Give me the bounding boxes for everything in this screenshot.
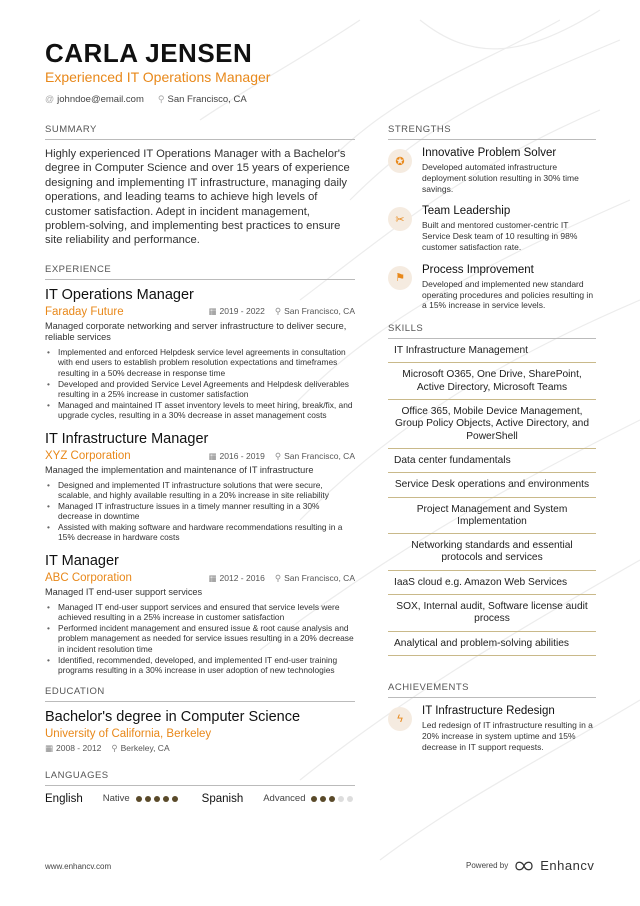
email-contact[interactable] <box>45 94 144 105</box>
footer-branding <box>466 858 594 873</box>
skill-tag: Office 365, Mobile Device Management, Group Policy Objects, Active Directory, and PowerShell <box>388 402 596 449</box>
location-pin-icon: ⚲ <box>274 306 282 317</box>
job-dates-location <box>208 573 355 584</box>
job-meta <box>45 572 355 584</box>
job-title: IT Manager <box>45 553 119 570</box>
enhancv-logo-icon <box>514 860 534 872</box>
calendar-icon: ▦ <box>208 306 217 317</box>
rating-dot <box>136 796 142 802</box>
location-pin-icon: ⚲ <box>111 742 118 753</box>
skill-tag: Service Desk operations and environments <box>388 475 596 497</box>
skill-tag: IT Infrastructure Management <box>388 341 596 363</box>
job-location-text: San Francisco, CA <box>284 450 355 461</box>
language-name: English <box>45 792 83 805</box>
bullet-item: • Identified, recommended, developed, and implemented IT end-user training programs resulting in a 30% increase in user adoption of new technologies <box>45 655 355 676</box>
powered-by-text: Powered by <box>466 861 509 870</box>
strength-item <box>388 147 596 194</box>
job-location-text: San Francisco, CA <box>284 572 355 583</box>
award-icon: ✪ <box>388 149 412 173</box>
strength-title: Innovative Problem Solver <box>422 147 557 159</box>
summary-heading: SUMMARY <box>45 124 355 140</box>
flag-icon: ⚑ <box>388 266 412 290</box>
job-location <box>275 573 355 584</box>
skill-tag: SOX, Internal audit, Software license audit process <box>388 597 596 632</box>
language-level: Native <box>102 793 130 805</box>
achievement-title: IT Infrastructure Redesign <box>422 704 555 717</box>
rating-dot <box>338 796 344 802</box>
skill-tag: Microsoft O365, One Drive, SharePoint, Active Directory, Microsoft Teams <box>388 365 596 400</box>
education-dates-text: 2008 - 2012 <box>56 742 102 753</box>
skill-tag: Data center fundamentals <box>388 451 596 473</box>
candidate-name: CARLA JENSEN <box>45 38 253 68</box>
achievement-body <box>422 705 596 752</box>
company-name: Faraday Future <box>45 305 124 318</box>
experience-heading: EXPERIENCE <box>45 264 355 280</box>
left-column <box>45 124 355 805</box>
education-meta <box>45 743 355 754</box>
rating-dot <box>145 796 151 802</box>
bullet-item: • Managed and maintained IT asset inventory levels to meet hiring, break/fix, and upgrade cycles, resulting in a 30% decrease in asset management costs <box>45 400 355 421</box>
education-location <box>111 743 169 754</box>
candidate-headline: Experienced IT Operations Manager <box>45 69 271 85</box>
strength-body <box>422 147 596 194</box>
education-school: University of California, Berkeley <box>45 727 212 740</box>
tools-icon: ✂ <box>388 207 412 231</box>
location-pin-icon: ⚲ <box>274 450 282 461</box>
location-pin-icon: ⚲ <box>157 94 165 104</box>
strength-description: Built and mentored customer-centric IT Service Desk team of 10 resulting in 98% customer satisfaction rate. <box>422 220 578 252</box>
job-dates-location <box>208 306 355 317</box>
strength-description: Developed and implemented new standard operating procedures and policies resulting in a 15% increase in service levels. <box>422 278 594 311</box>
job-entry <box>45 553 355 676</box>
calendar-icon: ▦ <box>208 450 217 461</box>
education-location-text: Berkeley, CA <box>120 742 170 753</box>
languages-list <box>45 793 355 805</box>
job-dates-text: 2016 - 2019 <box>219 450 265 461</box>
job-bullets <box>45 480 355 544</box>
strength-description: Developed automated infrastructure deployment solution resulting in 30% time savings. <box>422 162 579 194</box>
skills-list <box>388 341 596 656</box>
job-location-text: San Francisco, CA <box>284 306 355 317</box>
skill-tag: Networking standards and essential protocols and services <box>388 536 596 571</box>
email-text: johndoe@email.com <box>57 94 144 105</box>
achievement-item <box>388 705 596 752</box>
location-pin-icon: ⚲ <box>274 572 282 583</box>
education-degree: Bachelor's degree in Computer Science <box>45 708 301 725</box>
skill-tag: Project Management and System Implementation <box>388 500 596 535</box>
job-location <box>275 306 355 317</box>
rating-dot <box>163 796 169 802</box>
skill-tag: IaaS cloud e.g. Amazon Web Services <box>388 573 596 595</box>
location-contact <box>158 94 247 105</box>
rating-dot <box>311 796 317 802</box>
job-title: IT Operations Manager <box>45 286 194 303</box>
language-rating <box>311 796 353 802</box>
achievement-description: Led redesign of IT infrastructure resulting in a 20% increase in system uptime and 15% decrease in IT support requests. <box>422 719 593 752</box>
experience-list <box>45 287 355 676</box>
strengths-list <box>388 147 596 311</box>
job-dates <box>208 306 264 317</box>
strength-body <box>422 264 596 311</box>
language-item <box>202 793 354 805</box>
language-item <box>45 793 178 805</box>
strengths-heading: STRENGTHS <box>388 124 596 140</box>
achievements-heading: ACHIEVEMENTS <box>388 682 596 698</box>
calendar-icon: ▦ <box>208 572 217 583</box>
job-meta <box>45 450 355 462</box>
footer-website[interactable]: www.enhancv.com <box>45 862 112 871</box>
right-column <box>388 124 596 763</box>
job-bullets <box>45 602 355 676</box>
contact-info <box>45 94 247 105</box>
company-name: XYZ Corporation <box>45 450 131 462</box>
languages-heading: LANGUAGES <box>45 770 355 786</box>
bullet-item: • Designed and implemented IT infrastructure solutions that were secure, scalable, and highly available resulting in a 20% increase in site reliability <box>45 480 355 501</box>
job-description: Managed the implementation and maintenance of IT infrastructure <box>45 465 314 475</box>
job-title: IT Infrastructure Manager <box>45 431 209 447</box>
achievements-list <box>388 705 596 752</box>
strength-title: Process Improvement <box>422 263 534 276</box>
calendar-icon: ▦ <box>45 742 54 753</box>
job-dates <box>208 451 264 462</box>
brand-name: Enhancv <box>540 858 595 873</box>
language-rating <box>136 796 178 802</box>
company-name: ABC Corporation <box>45 572 132 585</box>
bullet-item: • Managed IT end-user support services and ensured that service levels were achieved resulting in a 25% increase in customer satisfaction <box>45 602 355 623</box>
skills-heading: SKILLS <box>388 323 596 339</box>
strength-item <box>388 264 596 311</box>
rating-dot <box>320 796 326 802</box>
summary-text: Highly experienced IT Operations Manager with a Bachelor's degree in Computer Science and over 15 years of experience designing and implementing IT infrastructure, managing daily operations, and leading teams to achieve high levels of customer satisfaction. Adept in incident management, problem-solving, and implementing best practices to ensure site reliability and performance. <box>45 148 350 247</box>
skill-tag: Analytical and problem-solving abilities <box>388 634 596 656</box>
job-description: Managed corporate networking and server infrastructure to deliver secure, reliable services <box>45 320 347 343</box>
location-text: San Francisco, CA <box>167 94 247 105</box>
job-dates <box>208 573 264 584</box>
rating-dot <box>154 796 160 802</box>
education-heading: EDUCATION <box>45 686 355 702</box>
job-dates-text: 2012 - 2016 <box>219 572 265 583</box>
strength-item <box>388 205 596 252</box>
job-description: Managed IT end-user support services <box>45 587 203 598</box>
rating-dot <box>172 796 178 802</box>
at-icon: @ <box>45 94 55 104</box>
job-dates-location <box>208 451 355 462</box>
strength-title: Team Leadership <box>422 205 511 218</box>
language-name: Spanish <box>201 792 244 805</box>
job-entry <box>45 287 355 421</box>
strength-body <box>422 205 596 252</box>
bullet-item: • Developed and provided Service Level Agreements and Helpdesk deliverables resulting in a 25% increase in customer satisfaction <box>45 379 355 400</box>
job-dates-text: 2019 - 2022 <box>219 306 265 317</box>
rating-dot <box>329 796 335 802</box>
job-entry <box>45 431 355 543</box>
bullet-item: • Assisted with making software and hardware recommendations resulting in a 15% decrease in hardware costs <box>45 522 355 543</box>
bullet-item: • Performed incident management and ensured issue & root cause analysis and problem management as needed for service issues resulting in a 20% decrease in incident resolution time <box>45 623 355 655</box>
bullet-item: • Managed IT infrastructure issues in a timely manner resulting in a 30% decrease in downtime <box>45 501 355 522</box>
job-meta <box>45 306 355 318</box>
bullet-item: • Implemented and enforced Helpdesk service level agreements in consultation with end users to establish problem resolution expectations and timeframes resulting in a 50% decrease in response time <box>45 347 355 379</box>
language-level: Advanced <box>263 793 306 805</box>
job-bullets <box>45 347 355 421</box>
rating-dot <box>347 796 353 802</box>
education-dates <box>45 743 101 754</box>
bolt-icon: ϟ <box>388 707 412 731</box>
job-location <box>275 451 355 462</box>
